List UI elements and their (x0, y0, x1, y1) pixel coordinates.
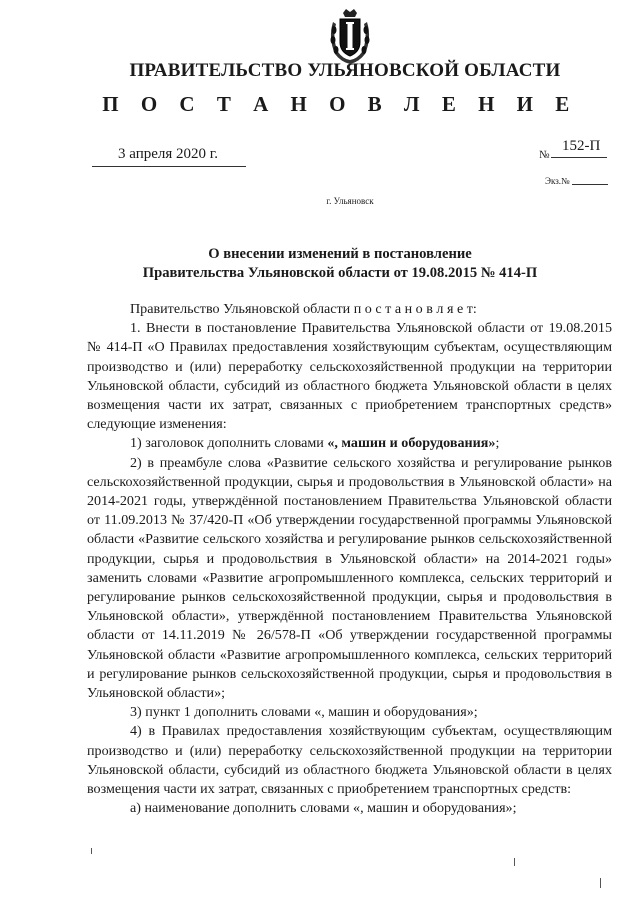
scan-mark (600, 878, 601, 888)
paragraph-2-end: ; (495, 435, 500, 452)
paragraph-2-text: 1) заголовок дополнить словами (130, 435, 328, 452)
paragraph-4: 3) пункт 1 дополнить словами «, машин и оборудования»; (130, 704, 478, 721)
date-underline (92, 166, 246, 167)
document-type: П О С Т А Н О В Л Е Н И Е (102, 92, 578, 116)
paragraph-3: 2) в преамбуле слова «Развитие сельского хозяйства и регулирование рынков сельскохозяйственной продукции, сырья и продовольствия в Ульяновской области» на 2014-2021 годы, утверждённой постановлением Правительства Ульяновской области от 11.09.2013 № 37/420-П «Об утверждении государственной программы Ульяновской области «Развитие сельского хозяйства и регулирование рынков сельскохозяйственной продукции, сырья и продовольствия в Ульяновской области» на 2014-2021 годы» заменить словами «Развитие агропромышленного комплекса, сельских территорий и регулирование рынков сельскохозяйственной продукции, сырья и продовольствия в Ульяновской области», утверждённой постановлением Правительства Ульяновской области от 14.11.2019 № 26/578-П «Об утверждении государственной программы Ульяновской области «Развитие агропромышленного комплекса, сельских территорий и регулирование рынков сельскохозяйственной продукции, сырья и продовольствия в Ульяновской области»; (87, 454, 612, 702)
copy-label: Экз.№ (545, 176, 570, 186)
copy-underline (572, 184, 608, 185)
intro-paragraph: Правительство Ульяновской области п о с т а н о в л я е т: (130, 301, 477, 317)
number-prefix: № (539, 149, 550, 161)
number-underline (551, 157, 607, 158)
government-title: ПРАВИТЕЛЬСТВО УЛЬЯНОВСКОЙ ОБЛАСТИ (129, 60, 561, 81)
paragraph-1: 1. Внести в постановление Правительства Ульяновской области от 19.08.2015 № 414-П «О Правилах предоставления хозяйствующим субъектам, осуществляющим производство и (или) переработку сельскохозяйственной продукции на территории Ульяновской области, субсидий из областного бюджета Ульяновской области в целях возмещения части их затрат, связанных с приобретением транспортных средств» следующие изменения: (87, 320, 612, 433)
coat-of-arms-emblem (325, 8, 375, 66)
paragraph-6: а) наименование дополнить словами «, машин и оборудования»; (130, 800, 517, 817)
city: г. Ульяновск (326, 196, 374, 206)
paragraph-5: 4) в Правилах предоставления хозяйствующим субъектам, осуществляющим производство и (или) переработку сельскохозяйственной продукции на территории Ульяновской области, субсидий из областного бюджета Ульяновской области в целях возмещения части их затрат, связанных с приобретением транспортных средств: (87, 723, 612, 798)
scan-mark (514, 858, 515, 866)
document-body (87, 300, 612, 818)
document-subject (0, 245, 640, 283)
scan-mark (91, 848, 92, 854)
paragraph-2 (87, 434, 612, 453)
document-number: 152-П (562, 138, 601, 154)
document-date: 3 апреля 2020 г. (118, 146, 218, 162)
subject-line-2: Правительства Ульяновской области от 19.08.2015 № 414-П (142, 265, 538, 281)
subject-line-1: О внесении изменений в постановление (208, 246, 472, 262)
paragraph-2-bold: «, машин и оборудования» (327, 435, 496, 452)
